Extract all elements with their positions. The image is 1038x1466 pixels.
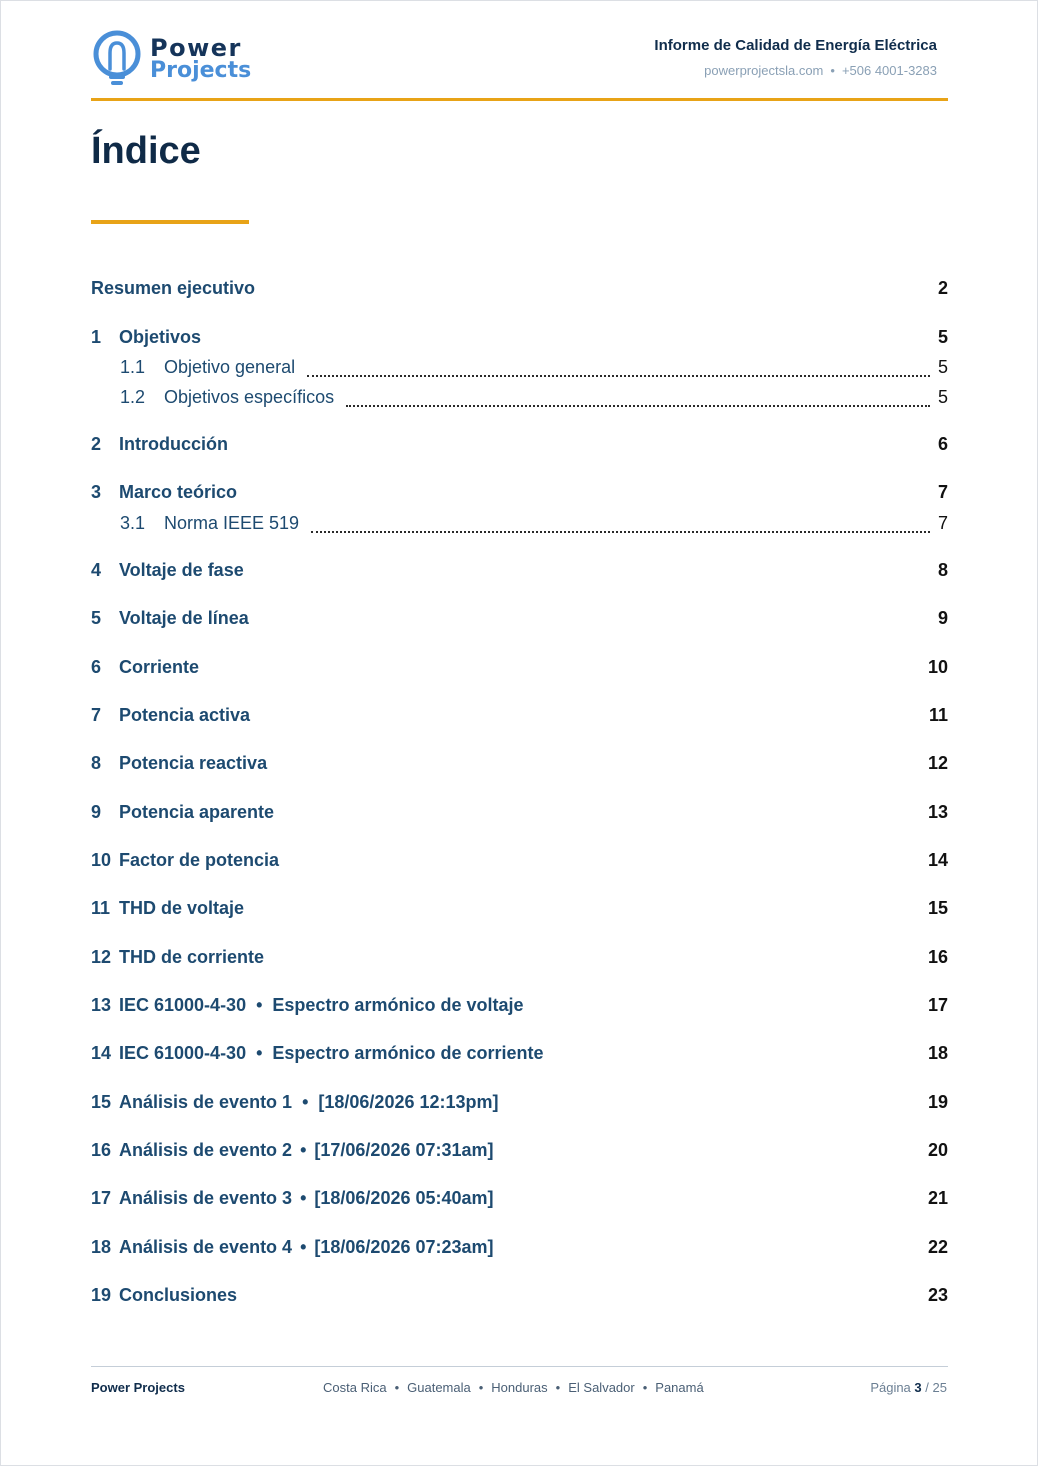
toc-entry-resumen[interactable] [91,278,948,304]
toc-entry-label: Potencia activa [119,705,251,725]
toc-entry-label: Norma IEEE 519 [164,513,300,533]
toc-entry-label: Factor de potencia [119,850,280,870]
toc-section-number: 13 [91,995,112,1015]
toc-entry-label: Análisis de evento 3 [119,1188,293,1208]
country-separator: • [555,1380,561,1395]
toc-entry-corriente[interactable] [91,657,948,683]
phone-number: +506 4001-3283 [841,63,937,78]
toc-section-number: 8 [91,753,102,773]
dot-leader [311,530,930,533]
bullet-separator: • [300,1188,307,1208]
current-page: 3 [914,1380,922,1395]
country-separator: • [642,1380,648,1395]
toc-page-number: 9 [937,608,948,628]
toc-page-number: 10 [927,657,948,677]
toc-section-number: 6 [91,657,102,677]
toc-entry-norma-ieee-519[interactable] [91,513,948,537]
footer-divider [91,1366,948,1367]
toc-entry-espectro-corriente[interactable] [91,1043,948,1069]
toc-entry-objetivos[interactable] [91,327,948,353]
toc-section-number: 3 [91,482,102,502]
toc-section-number: 17 [91,1188,112,1208]
toc-entry-timestamp: [18/06/2026 05:40am] [314,1188,494,1208]
toc-section-number: 15 [91,1092,112,1112]
lightbulb-logo-icon [92,29,142,87]
bullet-separator: • [300,1140,307,1160]
toc-subsection-number: 1.2 [120,387,146,407]
toc-section-number: 16 [91,1140,112,1160]
logo-word-power: Power [150,34,242,62]
total-pages: 25 [932,1380,947,1395]
header-divider [91,98,948,101]
toc-entry-timestamp: [18/06/2026 12:13pm] [318,1092,499,1112]
power-projects-logo [92,29,262,89]
toc-entry-thd-voltaje[interactable] [91,898,948,924]
footer-countries [323,1380,704,1395]
footer-company: Power Projects [91,1380,185,1395]
toc-entry-label: Voltaje de fase [119,560,244,580]
bullet-separator: • [302,1092,309,1112]
toc-entry-label: Análisis de evento 2 [119,1140,293,1160]
country-el-salvador: El Salvador [568,1380,635,1395]
toc-entry-marco-teorico[interactable] [91,482,948,508]
page-title: Índice [91,130,201,172]
toc-page-number: 18 [927,1043,948,1063]
toc-entry-label: THD de corriente [119,947,265,967]
toc-entry-evento-1[interactable] [91,1092,948,1118]
toc-subsection-number: 1.1 [120,357,146,377]
toc-entry-factor-potencia[interactable] [91,850,948,876]
toc-entry-label: Objetivo general [164,357,296,377]
toc-entry-label-standard: IEC 61000-4-30 [119,1043,247,1063]
toc-entry-label: Potencia reactiva [119,753,268,773]
toc-section-number: 12 [91,947,112,967]
toc-page-number: 5 [937,387,948,407]
dot-leader [346,404,930,407]
toc-entry-label: Potencia aparente [119,802,275,822]
toc-page-number: 23 [927,1285,948,1305]
toc-entry-introduccion[interactable] [91,434,948,460]
contact-separator: • [830,63,835,78]
toc-entry-label: Análisis de evento 4 [119,1237,293,1257]
toc-page-number: 22 [927,1237,948,1257]
toc-entry-label: Introducción [119,434,228,454]
toc-entry-evento-3[interactable] [91,1188,948,1214]
toc-entry-potencia-activa[interactable] [91,705,948,731]
toc-entry-voltaje-linea[interactable] [91,608,948,634]
toc-entry-label: Objetivos [119,327,202,347]
country-separator: • [478,1380,484,1395]
toc-entry-label-standard: IEC 61000-4-30 [119,995,247,1015]
title-underline [91,220,249,224]
toc-page-number: 15 [927,898,948,918]
toc-page-number: 7 [937,482,948,502]
toc-page-number: 2 [937,278,948,298]
toc-subsection-number: 3.1 [120,513,146,533]
toc-page-number: 7 [937,513,948,533]
toc-entry-thd-corriente[interactable] [91,947,948,973]
bullet-separator: • [300,1237,307,1257]
toc-section-number: 10 [91,850,112,870]
toc-entry-espectro-voltaje[interactable] [91,995,948,1021]
toc-section-number: 7 [91,705,102,725]
toc-page-number: 11 [928,705,948,725]
toc-entry-label: Resumen ejecutivo [91,278,256,298]
toc-entry-potencia-aparente[interactable] [91,802,948,828]
toc-entry-label: Análisis de evento 1 [119,1092,293,1112]
country-costa-rica: Costa Rica [323,1380,387,1395]
toc-page-number: 12 [927,753,948,773]
toc-entry-voltaje-fase[interactable] [91,560,948,586]
report-title: Informe de Calidad de Energía Eléctrica [654,37,937,54]
contact-info [704,63,937,78]
toc-section-number: 18 [91,1237,112,1257]
toc-entry-evento-2[interactable] [91,1140,948,1166]
toc-page-number: 16 [927,947,948,967]
toc-page-number: 5 [937,357,948,377]
toc-page-number: 19 [927,1092,948,1112]
toc-section-number: 14 [91,1043,112,1063]
country-separator: • [394,1380,400,1395]
toc-page-number: 21 [927,1188,948,1208]
toc-page-number: 13 [927,802,948,822]
toc-entry-objetivos-especificos[interactable] [91,387,948,411]
toc-section-number: 9 [91,802,102,822]
toc-section-number: 11 [91,898,111,918]
country-panama: Panamá [655,1380,704,1395]
toc-entry-label: Objetivos específicos [164,387,335,407]
bullet-separator: • [256,1043,263,1063]
toc-page-number: 6 [937,434,948,454]
toc-entry-label: Conclusiones [119,1285,238,1305]
toc-section-number: 19 [91,1285,112,1305]
toc-entry-potencia-reactiva[interactable] [91,753,948,779]
page-separator: / [925,1380,929,1395]
dot-leader [307,374,930,377]
toc-page-number: 8 [937,560,948,580]
toc-section-number: 1 [91,327,102,347]
toc-entry-objetivo-general[interactable] [91,357,948,381]
country-honduras: Honduras [491,1380,548,1395]
toc-section-number: 5 [91,608,102,628]
toc-entry-conclusiones[interactable] [91,1285,948,1311]
toc-entry-timestamp: [18/06/2026 07:23am] [314,1237,494,1257]
toc-entry-evento-4[interactable] [91,1237,948,1263]
toc-section-number: 2 [91,434,102,454]
toc-section-number: 4 [91,560,102,580]
logo-word-projects: Projects [150,58,252,83]
page-indicator [870,1380,947,1395]
page-label: Página [870,1380,911,1395]
toc-entry-label: THD de voltaje [119,898,245,918]
toc-entry-label: Voltaje de línea [119,608,249,628]
bullet-separator: • [256,995,263,1015]
country-guatemala: Guatemala [407,1380,471,1395]
toc-page-number: 5 [937,327,948,347]
toc-page-number: 17 [927,995,948,1015]
toc-page-number: 20 [927,1140,948,1160]
toc-entry-timestamp: [17/06/2026 07:31am] [314,1140,494,1160]
toc-entry-label: Espectro armónico de voltaje [272,995,524,1015]
toc-page-number: 14 [927,850,948,870]
toc-entry-label: Corriente [119,657,200,677]
website-link[interactable]: powerprojectsla.com [704,63,824,78]
toc-entry-label: Espectro armónico de corriente [272,1043,544,1063]
toc-entry-label: Marco teórico [119,482,238,502]
